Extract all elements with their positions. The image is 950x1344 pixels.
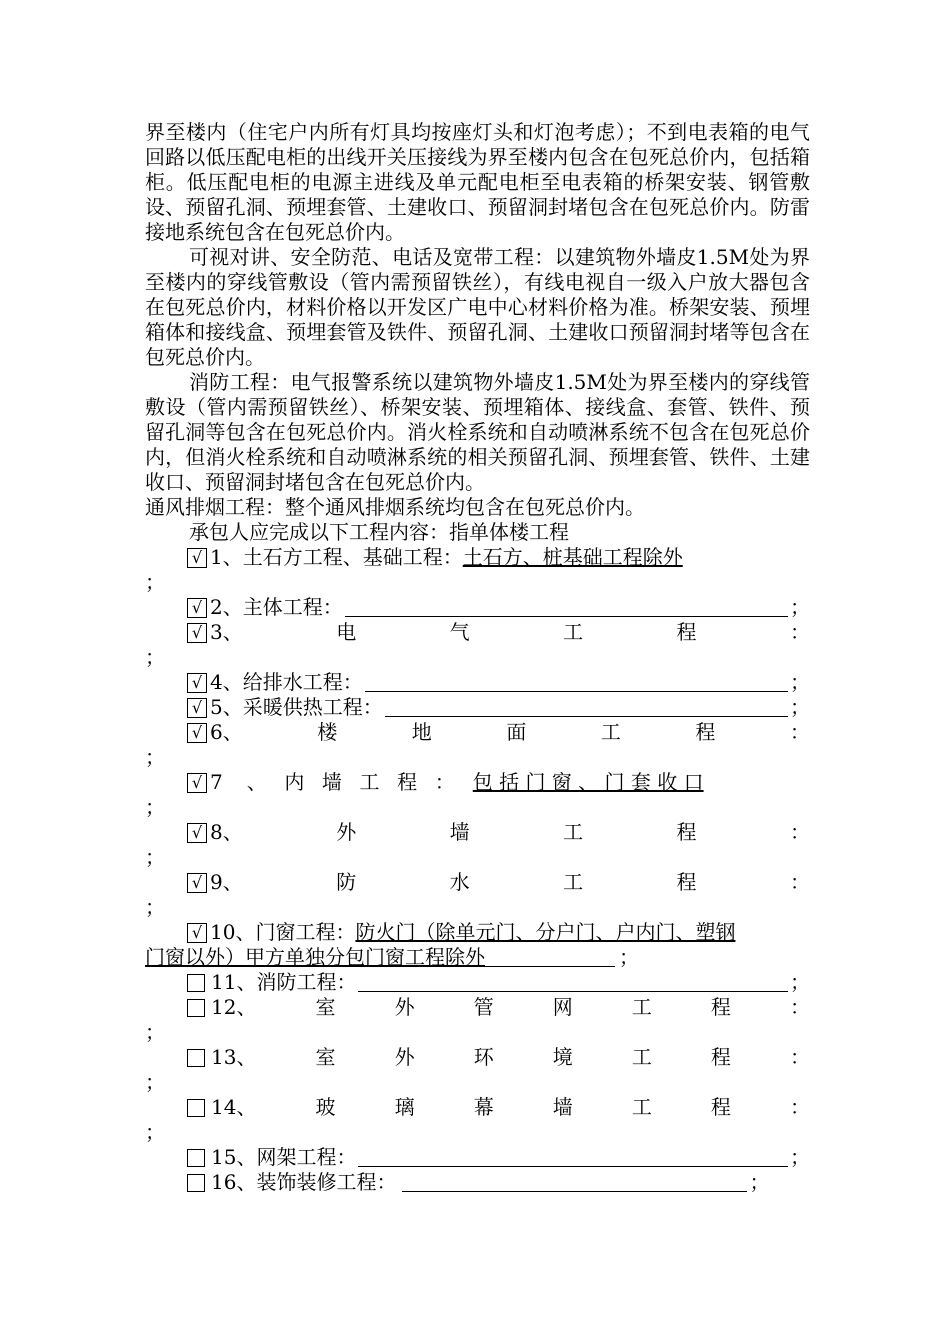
item-label: 15、网架工程： (211, 1145, 357, 1169)
item-label: 1、土石方工程、基础工程： (210, 545, 463, 569)
item-electrical (145, 620, 810, 645)
label-char: 境 (552, 1045, 573, 1069)
item-glass-curtain-wall (145, 1095, 810, 1120)
checkbox-space-frame[interactable] (187, 1149, 205, 1167)
spread-label (236, 1045, 810, 1070)
item-label: 10、门窗工程： (210, 920, 356, 944)
label-char: 工 (359, 770, 380, 794)
checkbox-electrical[interactable]: √ (187, 623, 207, 643)
label-char: 幕 (473, 1095, 494, 1119)
checkbox-doors-windows[interactable]: √ (187, 923, 207, 943)
semicolon: ； (790, 595, 810, 619)
spread-label (223, 720, 810, 745)
label-char: 、 (222, 820, 243, 844)
label-char: 管 (473, 995, 494, 1019)
item-space-frame (145, 1145, 810, 1170)
item-floor (145, 720, 810, 745)
semicolon: ； (145, 645, 165, 669)
item-label: 5、采暖供热工程： (210, 695, 383, 719)
checkbox-interior-wall[interactable]: √ (187, 773, 207, 793)
label-char: ： (790, 1095, 810, 1119)
label-char: 墙 (552, 1095, 573, 1119)
semicolon: ； (145, 795, 165, 819)
label-char: 环 (473, 1045, 494, 1069)
item-doors-windows-continued (145, 945, 810, 970)
checkbox-floor[interactable]: √ (187, 723, 207, 743)
paragraph-fire-scope: 消防工程：电气报警系统以建筑物外墙皮1.5M处为界至楼内的穿线管敷设（管内需预留铁丝）、桥架安装、预埋箱体、接线盒、套管、铁件、预留孔洞等包含在包死总价内。消火栓系统和自动喷淋系统不包含在包死总价内，但消火栓系统和自动喷淋系统的相关预留孔洞、预埋套管、铁件、土建收口、预留洞封堵包含在包死总价内。 (145, 370, 810, 494)
item-value-line1: 防火门（除单元门、分户门、户内门、塑钢 (355, 920, 736, 944)
fill-in-blank (485, 946, 615, 967)
item-fire-protection (145, 970, 810, 995)
label-char: 气 (449, 620, 470, 644)
checkbox-glass-curtain-wall[interactable] (187, 1099, 205, 1117)
semicolon: ； (619, 945, 639, 969)
semicolon: ； (145, 1120, 165, 1144)
semicolon: ； (145, 570, 165, 594)
label-char: 、 (236, 995, 257, 1019)
checkbox-heating[interactable]: √ (187, 698, 207, 718)
label-char: 、 (246, 770, 267, 794)
label-char: 电 (336, 620, 357, 644)
checkbox-plumbing[interactable]: √ (187, 673, 207, 693)
item-main-structure (145, 595, 810, 620)
label-char: 内 (284, 770, 305, 794)
checkbox-main-structure[interactable]: √ (187, 598, 207, 618)
item-label: 11、消防工程： (211, 970, 357, 994)
label-char: 室 (315, 1045, 336, 1069)
paragraph-contractor-scope: 承包人应完成以下工程内容：指单体楼工程 (189, 520, 569, 544)
label-char: 楼 (317, 720, 338, 744)
spread-label (236, 995, 810, 1020)
label-char: 、 (222, 620, 243, 644)
label-char: 水 (449, 870, 470, 894)
label-char: 工 (563, 820, 584, 844)
item-earthwork (145, 545, 810, 570)
paragraph-ventilation-scope: 通风排烟工程：整个通风排烟系统均包含在包死总价内。 (145, 495, 645, 519)
item-label: 4、给排水工程： (210, 670, 363, 694)
item-label: 12 (211, 995, 237, 1019)
item-label: 2、主体工程： (210, 595, 343, 619)
item-label: 16、装饰装修工程： (211, 1170, 397, 1194)
checkbox-outdoor-pipe-network[interactable] (187, 999, 205, 1017)
item-interior-wall (145, 770, 810, 795)
label-char: 、 (222, 720, 243, 744)
item-value-line2: 门窗以外）甲方单独分包门窗工程除外 (145, 945, 485, 969)
semicolon: ； (790, 670, 810, 694)
fill-in-blank (358, 1146, 788, 1167)
spread-label (247, 770, 455, 795)
item-exterior-wall (145, 820, 810, 845)
item-label: 9 (210, 870, 223, 894)
label-char: 工 (631, 1095, 652, 1119)
item-label: 6 (210, 720, 223, 744)
label-char: 工 (631, 995, 652, 1019)
checkbox-exterior-wall[interactable]: √ (187, 823, 207, 843)
item-label: 8 (210, 820, 223, 844)
fill-in-blank (385, 696, 788, 717)
semicolon: ； (145, 745, 165, 769)
label-char: 墙 (449, 820, 470, 844)
item-plumbing (145, 670, 810, 695)
spread-label (236, 1095, 810, 1120)
semicolon: ； (790, 695, 810, 719)
semicolon: ； (145, 1020, 165, 1044)
item-label: 13 (211, 1045, 237, 1069)
item-doors-windows (145, 920, 810, 945)
label-char: ： (790, 870, 810, 894)
label-char: 程 (676, 870, 697, 894)
label-char: ： (789, 720, 810, 744)
label-char: 璃 (394, 1095, 415, 1119)
spread-label (223, 620, 810, 645)
semicolon: ； (790, 970, 810, 994)
label-char: 墙 (321, 770, 342, 794)
label-char: 工 (563, 870, 584, 894)
checkbox-waterproofing[interactable]: √ (187, 873, 207, 893)
paragraph-intercom-scope: 可视对讲、安全防范、电话及宽带工程：以建筑物外墙皮1.5M处为界至楼内的穿线管敷设（管内需预留铁丝），有线电视自一级入户放大器包含在包死总价内，材料价格以开发区广电中心材料价格为准。桥架安装、预埋箱体和接线盒、预埋套管及铁件、预留孔洞、土建收口预留洞封堵等包含在包死总价内。 (145, 245, 810, 369)
label-char: 工 (631, 1045, 652, 1069)
semicolon: ； (145, 845, 165, 869)
label-char: 室 (315, 995, 336, 1019)
label-char: 防 (336, 870, 357, 894)
item-value: 土石方、桩基础工程除外 (462, 545, 683, 569)
semicolon: ； (145, 895, 165, 919)
label-char: 程 (676, 620, 697, 644)
checkbox-outdoor-environment[interactable] (187, 1049, 205, 1067)
label-char: ： (790, 995, 810, 1019)
checkbox-earthwork[interactable]: √ (187, 548, 207, 568)
label-char: 程 (397, 770, 418, 794)
label-char: 面 (506, 720, 527, 744)
item-value: 包 括 门 窗 、 门 套 收 口 (472, 770, 704, 794)
fill-in-blank (365, 671, 788, 692)
fill-in-blank (345, 596, 788, 617)
item-decoration (145, 1170, 810, 1195)
label-char: 、 (236, 1095, 257, 1119)
label-char: ： (434, 770, 455, 794)
document-page (145, 120, 810, 1195)
spread-label (223, 870, 810, 895)
label-char: 、 (222, 870, 243, 894)
label-char: ： (790, 620, 810, 644)
label-char: 外 (336, 820, 357, 844)
label-char: ： (790, 820, 810, 844)
fill-in-blank (358, 971, 788, 992)
label-char: 程 (710, 1045, 731, 1069)
fill-in-blank (402, 1171, 747, 1192)
semicolon: ； (145, 1070, 165, 1094)
label-char: 程 (710, 1095, 731, 1119)
item-label: 3 (210, 620, 223, 644)
label-char: 程 (695, 720, 716, 744)
label-char: 玻 (315, 1095, 336, 1119)
label-char: 、 (236, 1045, 257, 1069)
spread-label (223, 820, 810, 845)
semicolon: ； (749, 1170, 770, 1194)
label-char: 工 (563, 620, 584, 644)
checkbox-fire-protection[interactable] (187, 974, 205, 992)
item-label: 7 (210, 770, 223, 794)
item-label: 14 (211, 1095, 237, 1119)
label-char: 地 (411, 720, 432, 744)
item-outdoor-pipe-network (145, 995, 810, 1020)
label-char: 外 (394, 1045, 415, 1069)
item-outdoor-environment (145, 1045, 810, 1070)
label-char: 工 (600, 720, 621, 744)
label-char: 外 (394, 995, 415, 1019)
item-waterproofing (145, 870, 810, 895)
checkbox-decoration[interactable] (187, 1174, 205, 1192)
label-char: ： (790, 1045, 810, 1069)
label-char: 程 (676, 820, 697, 844)
label-char: 网 (552, 995, 573, 1019)
item-heating (145, 695, 810, 720)
semicolon: ； (790, 1145, 810, 1169)
label-char: 程 (710, 995, 731, 1019)
paragraph-electrical-scope: 界至楼内（住宅户内所有灯具均按座灯头和灯泡考虑）；不到电表箱的电气回路以低压配电柜的出线开关压接线为界至楼内包含在包死总价内，包括箱柜。低压配电柜的电源主进线及单元配电柜至电表箱的桥架安装、钢管敷设、预留孔洞、预埋套管、土建收口、预留洞封堵包含在包死总价内。防雷接地系统包含在包死总价内。 (145, 120, 810, 244)
